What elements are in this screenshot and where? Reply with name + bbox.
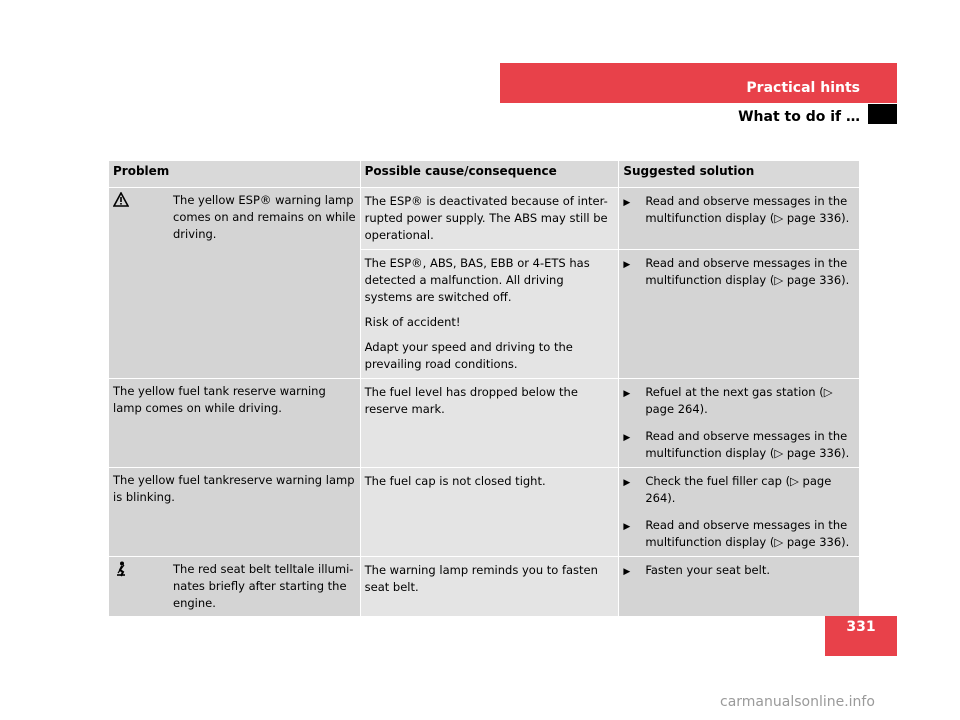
column-header-solution: Suggested solution [619, 161, 860, 188]
seat-belt-icon [113, 561, 173, 612]
solution-item [623, 517, 855, 551]
bullet-arrow-icon: ▶ [623, 198, 631, 208]
solution-item [623, 384, 855, 418]
problem-cell: The yellow fuel tankreserve warning lamp is blinking. [109, 468, 361, 557]
column-header-cause: Possible cause/consequence [360, 161, 619, 188]
bullet-arrow-icon: ▶ [623, 478, 631, 488]
solution-text: Read and observe messages in the multifunction display (▷ page 336). [645, 518, 850, 549]
page-number: 331 [825, 616, 897, 656]
bullet-arrow-icon: ▶ [623, 260, 631, 270]
column-header-problem: Problem [109, 161, 361, 188]
cause-cell: The fuel level has dropped below the reserve mark. [360, 379, 619, 468]
bullet-arrow-icon: ▶ [623, 433, 631, 443]
cause-cell: The warning lamp reminds you to fasten seat belt. [360, 557, 619, 617]
solution-item [623, 473, 855, 507]
table-row [109, 557, 860, 617]
solution-text: Read and observe messages in the multifunction display (▷ page 336). [645, 256, 850, 287]
problem-cell [109, 557, 361, 617]
hints-table [108, 160, 860, 617]
cause-text: The ESP®, ABS, BAS, EBB or 4-ETS has detected a malfunction. All driving systems are switched off. [364, 256, 590, 304]
solution-item [623, 428, 855, 462]
problem-cell: The yellow fuel tank reserve warning lamp comes on while driving. [109, 379, 361, 468]
cause-cell: The fuel cap is not closed tight. [360, 468, 619, 557]
table-row [109, 468, 860, 557]
solution-cell [619, 379, 860, 468]
bullet-arrow-icon: ▶ [623, 567, 631, 577]
header-marker [868, 104, 897, 124]
subsection-title: What to do if … [738, 109, 860, 125]
solution-item [623, 255, 855, 289]
cause-warning: Risk of accident! [364, 315, 461, 329]
problem-cell [109, 188, 361, 379]
solution-text: Read and observe messages in the multifunction display (▷ page 336). [645, 429, 850, 460]
esp-warning-icon [113, 192, 173, 243]
solution-item [623, 562, 855, 581]
cause-text: The ESP® is deactivated because of inter-rupted power supply. The ABS may still be operational. [364, 194, 608, 242]
solution-cell [619, 188, 860, 250]
solution-text: Read and observe messages in the multifunction display (▷ page 336). [645, 194, 850, 225]
table-row [109, 188, 860, 250]
section-title: Practical hints [746, 80, 860, 96]
watermark: carmanualsonline.info [720, 694, 875, 710]
table-header-row [109, 161, 860, 188]
solution-cell [619, 557, 860, 617]
solution-item [623, 193, 855, 227]
solution-text: Fasten your seat belt. [645, 563, 770, 577]
solution-text: Check the fuel filler cap (▷ page 264). [645, 474, 832, 505]
solution-text: Refuel at the next gas station (▷ page 264). [645, 385, 833, 416]
cause-cell [360, 188, 619, 250]
solution-cell [619, 468, 860, 557]
cause-advice: Adapt your speed and driving to the prevailing road conditions. [364, 340, 573, 371]
bullet-arrow-icon: ▶ [623, 522, 631, 532]
table-row [109, 379, 860, 468]
bullet-arrow-icon: ▶ [623, 389, 631, 399]
problem-text: The yellow ESP® warning lamp comes on and remains on while driving. [173, 193, 356, 241]
cause-cell [360, 250, 619, 379]
solution-cell [619, 250, 860, 379]
problem-text: The red seat belt telltale illumi-nates briefly after starting the engine. [173, 562, 354, 610]
